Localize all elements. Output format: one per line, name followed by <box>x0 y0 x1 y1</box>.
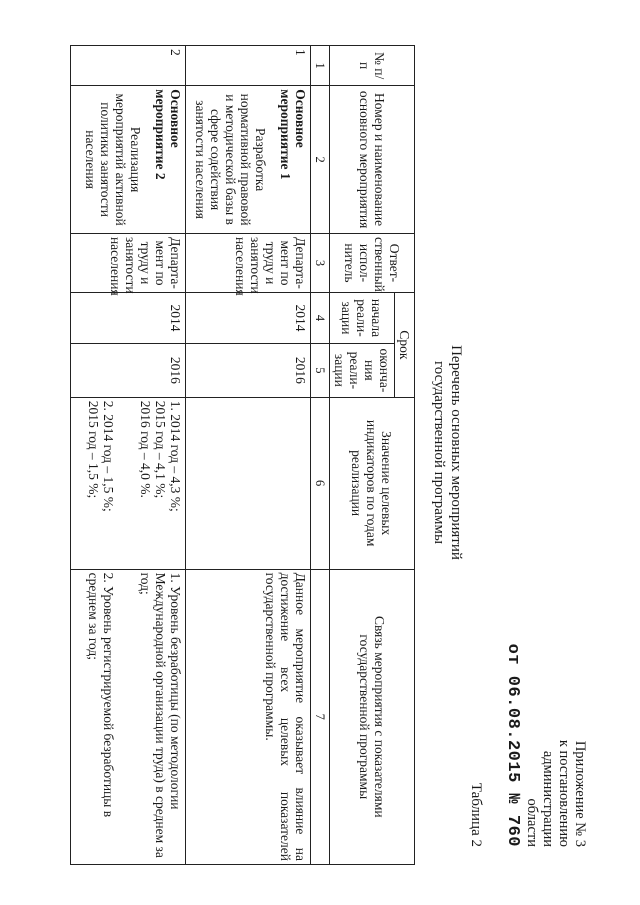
activity-title: Основное мероприятие 1 <box>278 89 308 180</box>
header-end: оконча-ния реали-зации <box>330 344 395 398</box>
column-number: 5 <box>311 344 330 398</box>
activity-cell <box>71 86 186 234</box>
program-link-text: 1. Уровень безработицы (по методологии Международной организации труда) в среднем за год; <box>138 572 183 858</box>
end-year: 2016 <box>71 344 186 398</box>
activity-cell <box>186 86 311 234</box>
activities-table <box>70 45 415 865</box>
program-link-text: 2. Уровень регистрируемой безработицы в среднем за год; <box>86 572 116 818</box>
column-number: 6 <box>311 397 330 569</box>
header-responsible: Ответ-ственный испол-нитель <box>330 233 415 292</box>
appendix-title: Приложение № 3 <box>572 740 588 847</box>
table-row <box>71 46 186 865</box>
header-name: Номер и наименование основного мероприятия <box>330 86 415 234</box>
indicator-values <box>71 397 186 569</box>
document-title-line-1: Перечень основных мероприятий <box>448 345 464 560</box>
column-number: 1 <box>311 46 330 86</box>
indicator-line: 2. 2014 год – 1,5 %; <box>101 400 116 512</box>
indicator-values <box>186 397 311 569</box>
indicator-line: 2015 год – 1,5 %; <box>86 400 101 499</box>
table-label: Таблица 2 <box>468 782 484 847</box>
document-title <box>430 0 464 905</box>
column-number: 4 <box>311 293 330 344</box>
program-link <box>186 569 311 864</box>
region-line: области <box>524 798 540 847</box>
activity-title: Основное мероприятие 2 <box>153 89 183 180</box>
activity-description: Разработка нормативной правовой и методической базы в сфере содействия занятости населения <box>193 93 268 226</box>
header-link: Связь мероприятия с показателями государственной программы <box>330 569 415 864</box>
header-term: Срок <box>395 293 415 398</box>
row-number: 2 <box>71 46 186 86</box>
decree-date-stamp: от 06.08.2015 № 760 <box>503 643 522 847</box>
decree-reference: к постановлению <box>556 739 572 847</box>
row-number: 1 <box>186 46 311 86</box>
header-num: № п/п <box>330 46 415 86</box>
header-start: начала реали-зации <box>330 293 395 344</box>
column-number: 3 <box>311 233 330 292</box>
start-year: 2014 <box>71 293 186 344</box>
indicator-line: 1. 2014 год – 4,3 %; <box>168 400 183 512</box>
header-indicators: Значение целевых индикаторов по годам реализации <box>330 397 415 569</box>
start-year: 2014 <box>186 293 311 344</box>
indicator-line: 2015 год – 4,1 %; <box>153 400 168 499</box>
table-row <box>186 46 311 865</box>
responsible-executor: Департа-мент по труду и занятости населения <box>71 233 186 292</box>
program-link-text: Данное мероприятие оказывает влияние на достижение всех целевых показателей государственной программы. <box>263 572 308 861</box>
column-number: 2 <box>311 86 330 234</box>
administration-line: администрации <box>540 750 556 847</box>
responsible-executor: Департа-мент по труду и занятости населения <box>186 233 311 292</box>
program-link <box>71 569 186 864</box>
column-number: 7 <box>311 569 330 864</box>
indicator-line: 2016 год – 4,0 %. <box>138 400 153 498</box>
document-title-line-2: государственной программы <box>431 360 447 545</box>
activity-description: Реализация мероприятий активной политики занятости населения <box>83 93 143 226</box>
end-year: 2016 <box>186 344 311 398</box>
